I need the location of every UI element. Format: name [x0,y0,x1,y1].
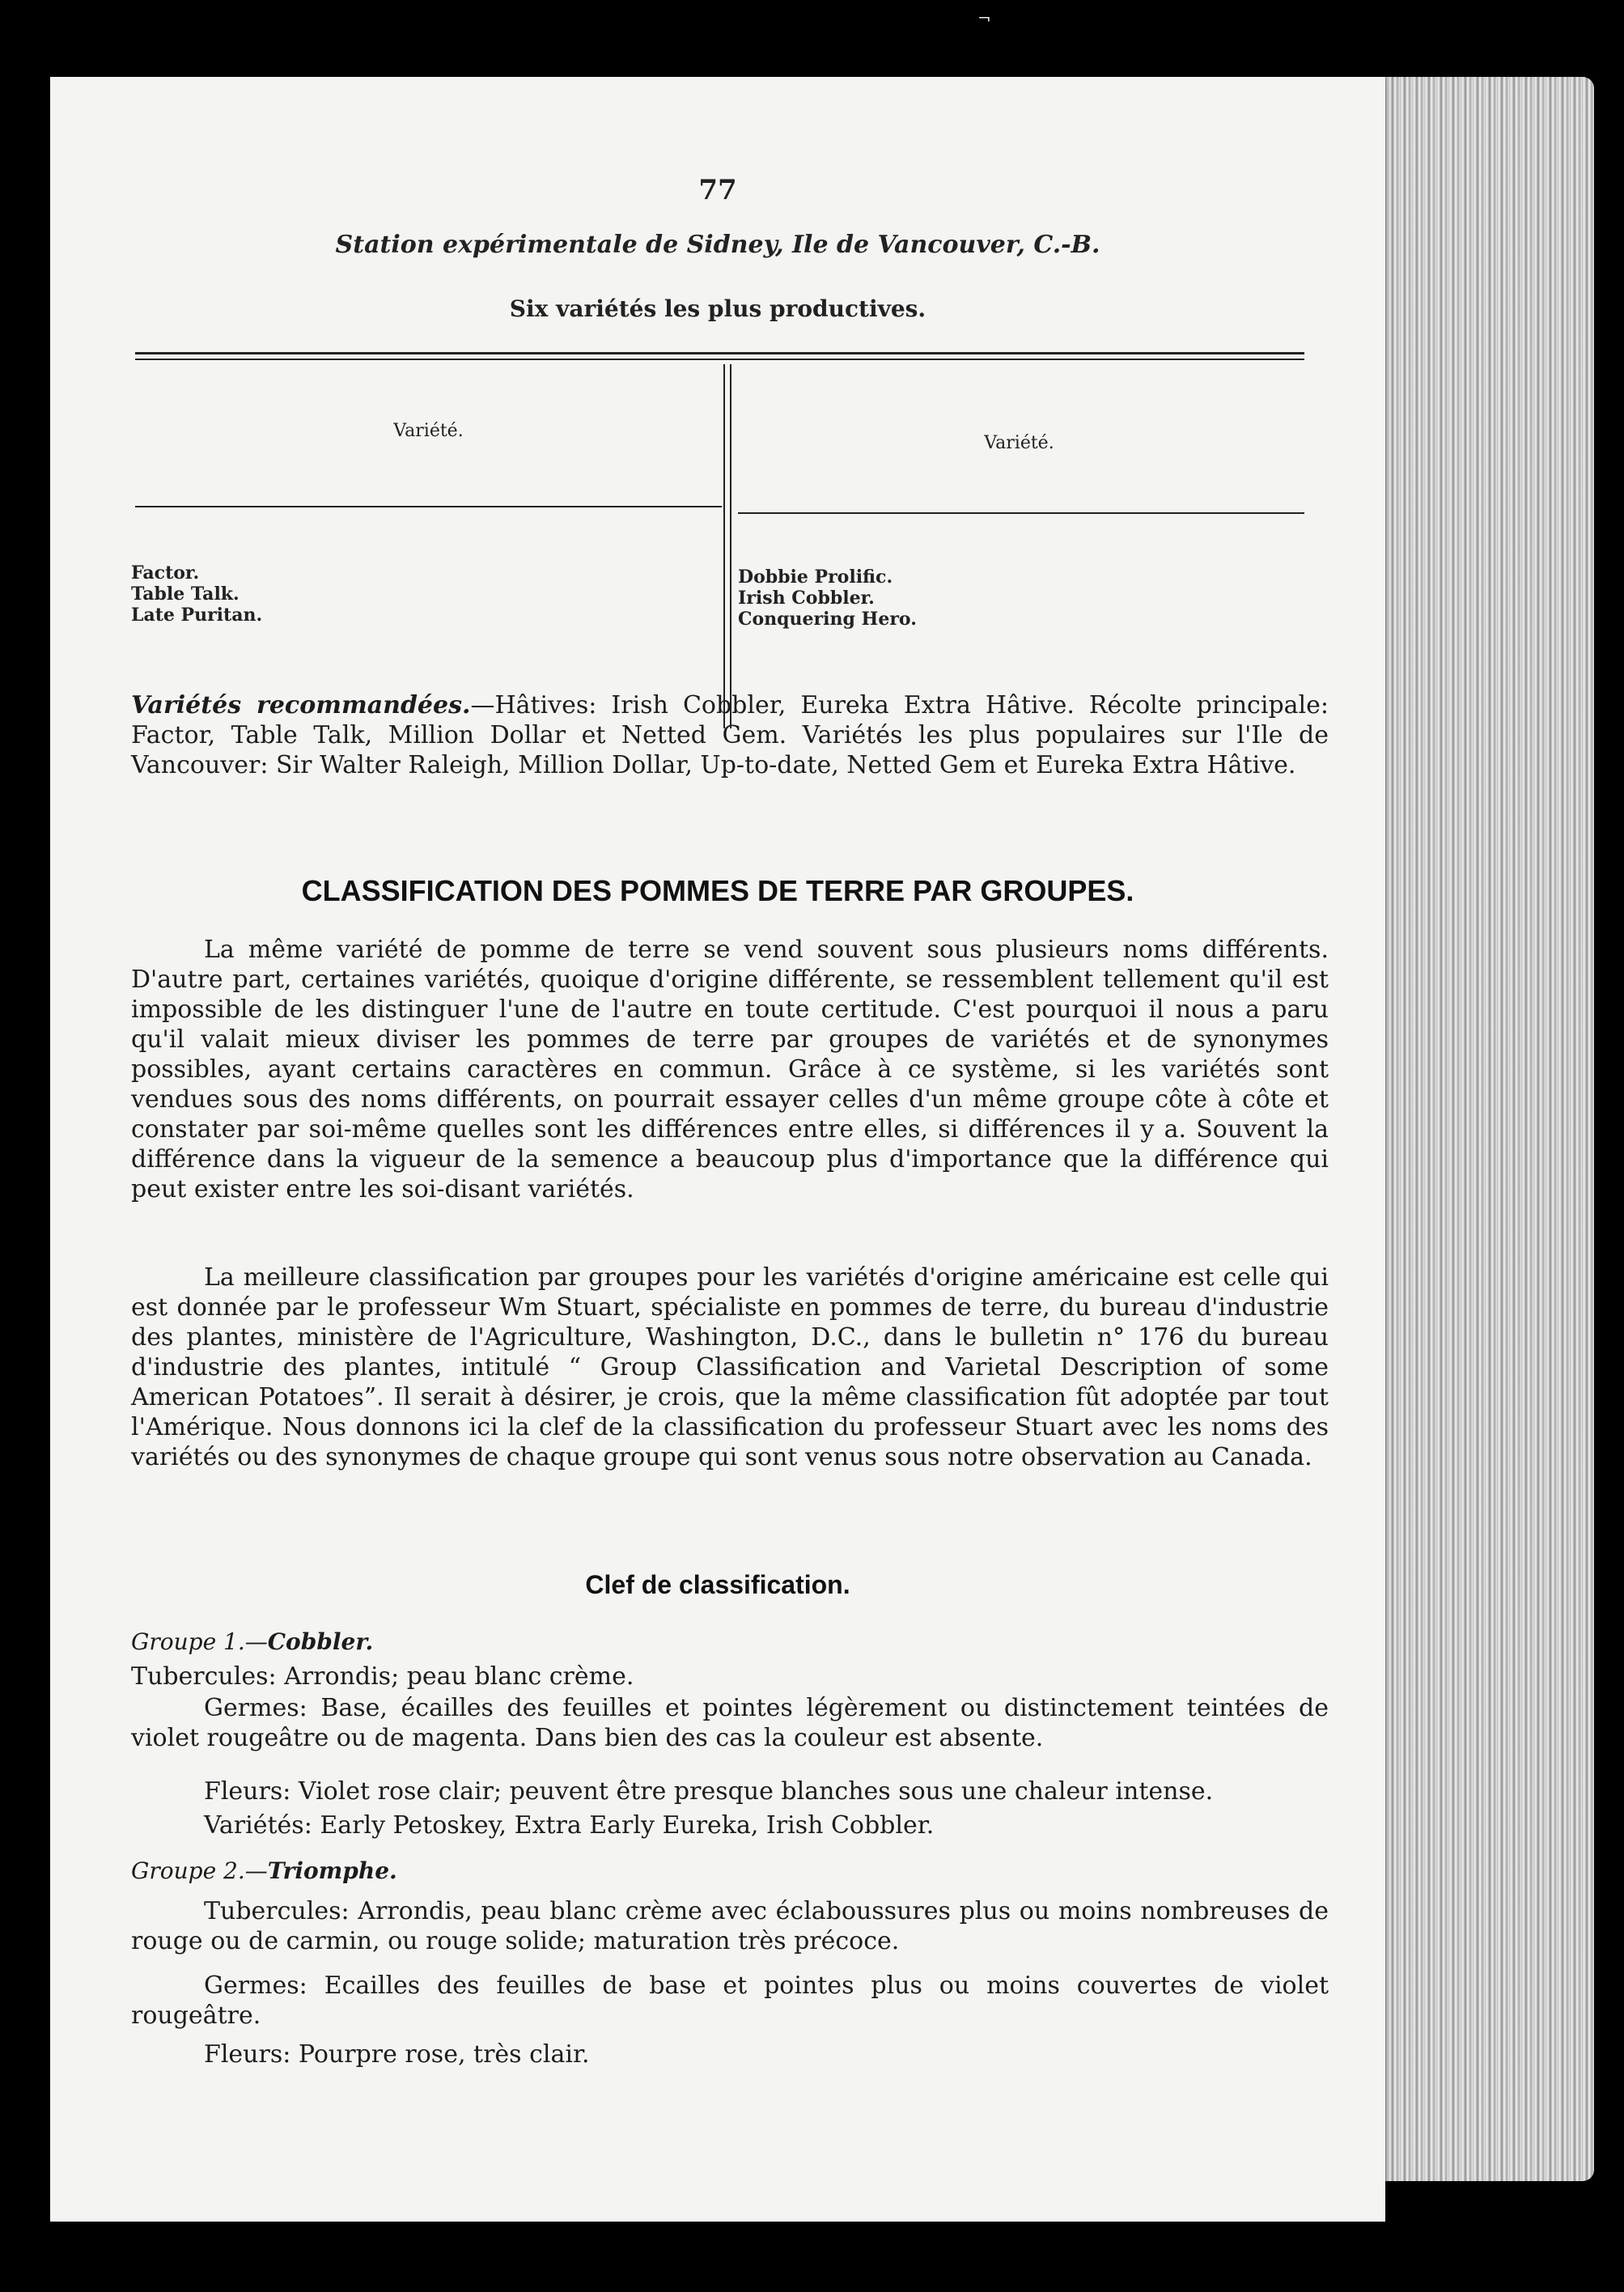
group-2-line-label: Fleurs: [204,2040,291,2069]
group-1-line-label: Tubercules: [131,1662,277,1691]
group-2-line [131,1971,1329,2031]
group-1-line-text: Base, écailles des feuilles et pointes légèrement ou distinctement teintées de violet rougeâtre ou de magenta. Dans bien des cas la couleur est absente. [131,1694,1329,1752]
table-right-header: Variété. [984,433,1054,453]
paragraph-2: La meilleure classification par groupes pour les variétés d'origine américaine est celle qui est donnée par le professeur Wm Stuart, spécialiste en pommes de terre, du bureau d'industrie des plantes, ministère de l'Agriculture, Washington, D.C., dans le bulletin n° 176 du bureau d'industrie des plantes, intitulé “ Group Classification and Varietal Description of some American Potatoes”. Il serait à désirer, je crois, que la même classification fût adoptée par tout l'Amérique. Nous donnons ici la clef de la classification du professeur Stuart avec les noms des variétés ou des synonymes de chaque groupe qui sont venus sous notre observation au Canada. [131,1263,1329,1471]
recommended-paragraph [131,690,1329,780]
group-1-line [131,1810,1329,1840]
group-1-line-text: Arrondis; peau blanc crème. [276,1662,634,1691]
table-center-divider [723,364,725,728]
group-1-line-label: Variétés: [204,1811,312,1840]
table-right-item: Irish Cobbler. [738,588,875,609]
group-2-line-text: Ecailles des feuilles de base et pointes plus ou moins couvertes de violet rougeâtre. [131,1972,1329,2030]
table-top-rule [135,352,1304,354]
group-1-prefix: Groupe 1.— [131,1628,268,1655]
group-1-line-text: Violet rose clair; peuvent être presque blanches sous une chaleur intense. [290,1777,1214,1806]
table-left-item: Late Puritan. [131,605,263,626]
table-caption: Six variétés les plus productives. [509,295,926,322]
group-2-prefix: Groupe 2.— [131,1857,268,1884]
table-left-item: Factor. [131,562,200,584]
page-number: 77 [698,174,737,206]
group-1-line-label: Fleurs: [204,1777,291,1806]
recommended-text: —Hâtives: Irish Cobbler, Eureka Extra Hâtive. Récolte principale: Factor, Table Talk, Million Dollar et Netted Gem. Variétés les plus populaires sur l'Ile de Vancouver: Sir Walter Raleigh, Million Dollar, Up-to-date, Netted Gem et Eureka Extra Hâtive. [131,691,1329,779]
table-header-rule-left [135,506,722,507]
group-1-line [131,1776,1329,1806]
table-right-item: Dobbie Prolific. [738,567,893,588]
group-1-line [131,1662,1329,1691]
paragraph-1: La même variété de pomme de terre se vend souvent sous plusieurs noms différents. D'autre part, certaines variétés, quoique d'origine différente, se ressemblent tellement qu'il est impossible de les distinguer l'une de l'autre en toute certitude. C'est pourquoi il nous a paru qu'il valait mieux diviser les pommes de terre par groupes de variétés et de synonymes possibles, ayant certains caractères en commun. Grâce à ce système, si les variétés sont vendues sous des noms différents, on pourrait essayer celles d'un même groupe côte à côte et constater par soi-même quelles sont les différences entre elles, si différences il y a. Souvent la différence dans la vigueur de la semence a beaucoup plus d'importance que la différence qui peut exister entre les soi-disant variétés. [131,936,1329,1203]
scan-mark: ¬ [977,8,991,28]
group-2-line-text: Arrondis, peau blanc crème avec éclaboussures plus ou moins nombreuses de rouge ou de carmin, ou rouge solide; maturation très précoce. [131,1897,1329,1955]
table-center-divider-2 [730,364,731,728]
group-2-line-label: Tubercules: [204,1897,350,1925]
table-left-item: Table Talk. [131,584,240,605]
group-1-line [131,1693,1329,1753]
table-right-item: Conquering Hero. [738,609,917,630]
group-1-line-label: Germes: [204,1694,307,1722]
classification-heading: CLASSIFICATION DES POMMES DE TERRE PAR GROUPES. [301,874,1134,907]
recommended-label: Variétés recommandées. [131,691,471,719]
table-right-cell [738,567,917,630]
group-2-line [131,2039,1329,2069]
group-2-line-label: Germes: [204,1972,307,2000]
group-2-title [131,1857,397,1884]
group-2-line [131,1896,1329,1956]
table-top-rule-thin [135,359,1304,360]
group-1-line-text: Early Petoskey, Extra Early Eureka, Irish Cobbler. [312,1811,935,1840]
group-2-line-text: Pourpre rose, très clair. [290,2040,590,2069]
group-2-name: Triomphe. [267,1857,397,1884]
group-1-name: Cobbler. [267,1628,374,1655]
station-title: Station expérimentale de Sidney, Ile de Vancouver, C.-B. [335,231,1100,259]
book-page [50,77,1385,2222]
table-header-rule-right [738,512,1304,514]
table-left-cell [131,562,262,626]
page-stack-edge [1351,77,1594,2181]
key-heading: Clef de classification. [585,1570,850,1599]
table-left-header: Variété. [393,421,464,441]
group-1-title [131,1628,373,1655]
